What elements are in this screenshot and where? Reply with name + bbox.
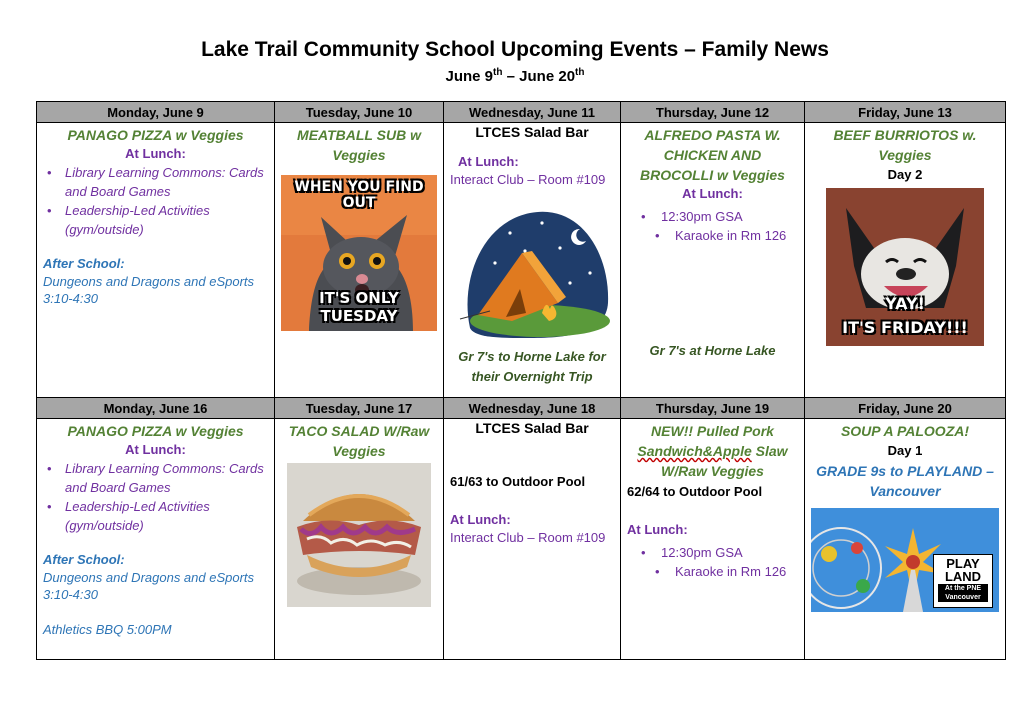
lunch-list [43, 163, 268, 239]
cell-friday-june-20 [805, 419, 1006, 660]
cell-wednesday-june-18 [444, 419, 621, 660]
day-header: Tuesday, June 10 [275, 102, 444, 123]
cell-monday-june-9 [37, 123, 275, 398]
cell-wednesday-june-11 [444, 123, 621, 398]
day-header: Friday, June 13 [805, 102, 1006, 123]
meal-text [627, 421, 798, 481]
lunch-heading: At Lunch: [682, 186, 743, 201]
bbq-text: Athletics BBQ 5:00PM [43, 622, 172, 637]
lunch-heading: At Lunch: [125, 146, 186, 161]
day-header: Tuesday, June 17 [275, 398, 444, 419]
lunch-item: • Library Learning Commons: Cards and Board Games [65, 163, 268, 201]
after-school-text: Dungeons and Dragons and eSports 3:10-4:30 [43, 570, 255, 602]
lunch-heading: At Lunch: [627, 522, 688, 537]
salad-bar-text: LTCES Salad Bar [475, 420, 589, 436]
playland-image [811, 508, 999, 612]
meme-bottom-text: IT'S ONLY TUESDAY [319, 289, 399, 325]
salad-bar-text: LTCES Salad Bar [475, 124, 589, 140]
day-header: Thursday, June 12 [621, 102, 805, 123]
day-header: Wednesday, June 18 [444, 398, 621, 419]
lunch-text: Interact Club – Room #109 [450, 172, 606, 187]
date-range [0, 67, 1030, 85]
karaoke-item: • Karaoke in Rm 126 [675, 562, 798, 581]
meme-bottom-text: IT'S FRIDAY!!! [842, 318, 968, 337]
meal-line-1: NEW!! Pulled Pork [651, 423, 774, 439]
camping-tent-image [450, 193, 614, 343]
day-header: Monday, June 16 [37, 398, 275, 419]
cell-tuesday-june-17 [275, 419, 444, 660]
logo-line-2: LAND [944, 569, 982, 584]
week1-row [37, 123, 1006, 398]
pool-text: 62/64 to Outdoor Pool [627, 484, 763, 499]
after-school-heading: After School: [43, 552, 125, 567]
cell-thursday-june-12 [621, 123, 805, 398]
day-header: Wednesday, June 11 [444, 102, 621, 123]
start-date-suffix: th [493, 67, 503, 78]
school-day-text: Day 2 [887, 167, 923, 182]
events-calendar [36, 101, 1006, 660]
logo-line-4: Vancouver [938, 593, 988, 602]
lunch-list [627, 543, 798, 581]
cell-monday-june-16 [37, 419, 275, 660]
meme-top-text: WHEN YOU FIND OUT [294, 179, 424, 211]
meal-sandwich-text: Sandwich&Apple [637, 443, 752, 459]
school-day-text: Day 1 [887, 443, 923, 458]
logo-line-3: At the PNE [938, 584, 988, 593]
lunch-heading: At Lunch: [458, 154, 519, 169]
pulled-pork-sandwich-image [287, 463, 431, 607]
meal-text: BEEF BURRIOTOS w. Veggies [833, 127, 977, 163]
tent-icon [450, 193, 614, 343]
date-separator: – [502, 68, 520, 85]
day-header: Friday, June 20 [805, 398, 1006, 419]
meal-text: TACO SALAD W/Raw Veggies [288, 423, 430, 459]
cell-thursday-june-19 [621, 419, 805, 660]
after-school-heading: After School: [43, 256, 125, 271]
page-title: Lake Trail Community School Upcoming Events – Family News [201, 38, 829, 61]
cell-tuesday-june-10 [275, 123, 444, 398]
meal-slaw-text: Slaw [751, 443, 788, 459]
lunch-list [627, 207, 798, 245]
playland-logo [933, 554, 993, 608]
meal-line-2 [627, 441, 798, 461]
week1-header-row [37, 102, 1006, 123]
gsa-item: • 12:30pm GSA [661, 543, 798, 562]
end-date-suffix: th [575, 67, 585, 78]
lunch-heading: At Lunch: [450, 512, 511, 527]
meal-text: PANAGO PIZZA w Veggies [67, 127, 244, 143]
week2-header-row [37, 398, 1006, 419]
sandwich-icon [287, 463, 431, 607]
lunch-item: • Leadership-Led Activities (gym/outside) [65, 201, 268, 239]
cell-friday-june-13 [805, 123, 1006, 398]
meal-text: SOUP A PALOOZA! [840, 423, 970, 439]
lunch-text: Interact Club – Room #109 [450, 530, 606, 545]
karaoke-item: • Karaoke in Rm 126 [675, 226, 798, 245]
end-date: June 20 [519, 68, 576, 85]
logo-line-1: PLAY [946, 556, 980, 571]
lunch-list [43, 459, 268, 535]
meal-text: ALFREDO PASTA W. CHICKEN AND BROCOLLI w Veggies [640, 127, 785, 183]
week2-row [37, 419, 1006, 660]
trip-text: Gr 7's at Horne Lake [649, 343, 776, 358]
dog-meme-image [826, 188, 984, 346]
cat-meme-image [281, 175, 437, 331]
meme-top-text: YAY! [885, 294, 925, 313]
meal-text: MEATBALL SUB w Veggies [297, 127, 421, 163]
lunch-item: • Leadership-Led Activities (gym/outside) [65, 497, 268, 535]
day-header: Thursday, June 19 [621, 398, 805, 419]
day-header: Monday, June 9 [37, 102, 275, 123]
playland-event-text: GRADE 9s to PLAYLAND – Vancouver [816, 463, 994, 499]
after-school-text: Dungeons and Dragons and eSports 3:10-4:30 [43, 274, 255, 306]
lunch-heading: At Lunch: [125, 442, 186, 457]
pool-text: 61/63 to Outdoor Pool [450, 474, 586, 489]
meal-text: PANAGO PIZZA w Veggies [67, 423, 244, 439]
trip-text: Gr 7's to Horne Lake for their Overnight Trip [458, 349, 606, 384]
gsa-item: • 12:30pm GSA [661, 207, 798, 226]
start-date: June 9 [445, 68, 494, 85]
lunch-item: • Library Learning Commons: Cards and Board Games [65, 459, 268, 497]
meal-line-3: W/Raw Veggies [661, 463, 764, 479]
